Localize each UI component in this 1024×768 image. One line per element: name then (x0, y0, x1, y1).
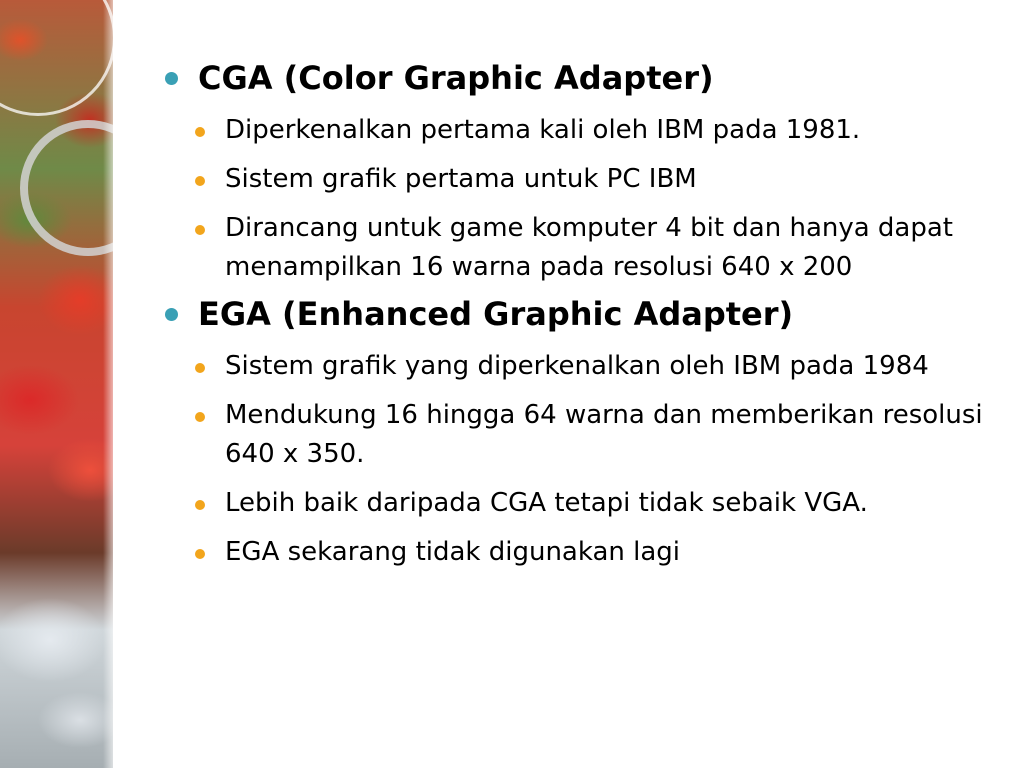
section-heading (160, 291, 1000, 337)
bullet-dot (195, 412, 205, 422)
list-item (160, 209, 1000, 287)
bullet-list (160, 347, 1000, 572)
section-cga (160, 55, 1000, 287)
list-item (160, 484, 1000, 523)
section-ega (160, 291, 1000, 572)
bullet-text: Sistem grafik pertama untuk PC IBM (225, 164, 697, 194)
bullet-dot (195, 549, 205, 559)
heading-text: EGA (Enhanced Graphic Adapter) (198, 295, 794, 333)
bullet-dot (165, 308, 178, 321)
bullet-dot (195, 363, 205, 373)
bullet-dot (195, 500, 205, 510)
bullet-text: Lebih baik daripada CGA tetapi tidak sebaik VGA. (225, 488, 868, 518)
list-item (160, 160, 1000, 199)
autumn-forest-photo-strip (0, 0, 113, 768)
decorative-ring (20, 120, 113, 256)
bullet-text: Mendukung 16 hingga 64 warna dan memberikan resolusi 640 x 350. (225, 400, 1000, 469)
list-item (160, 533, 1000, 572)
bullet-dot (195, 127, 205, 137)
photo-edge-fade (103, 0, 113, 768)
bullet-list (160, 111, 1000, 287)
section-heading (160, 55, 1000, 101)
bullet-dot (195, 176, 205, 186)
bullet-text: Diperkenalkan pertama kali oleh IBM pada 1981. (225, 115, 861, 145)
decorative-ring (0, 0, 113, 116)
slide-content (160, 55, 1000, 576)
bullet-text: Sistem grafik yang diperkenalkan oleh IBM pada 1984 (225, 351, 929, 381)
bullet-text: Dirancang untuk game komputer 4 bit dan hanya dapat menampilkan 16 warna pada resolusi 640 x 200 (225, 213, 970, 282)
list-item (160, 111, 1000, 150)
bullet-dot (195, 225, 205, 235)
list-item (160, 347, 1000, 386)
list-item (160, 396, 1000, 474)
heading-text: CGA (Color Graphic Adapter) (198, 59, 714, 97)
bullet-dot (165, 72, 178, 85)
bullet-text: EGA sekarang tidak digunakan lagi (225, 537, 681, 567)
